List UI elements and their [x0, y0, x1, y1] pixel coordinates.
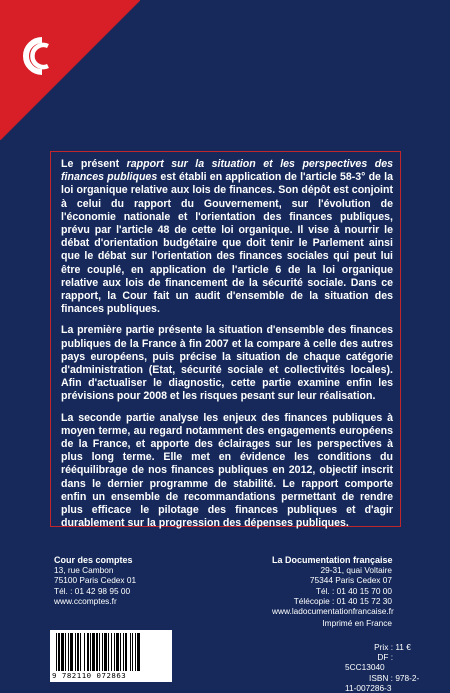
price-row: Prix : 11 €: [374, 642, 411, 652]
publisher-name: La Documentation française: [272, 555, 393, 565]
printed-in: Imprimé en France: [322, 618, 392, 629]
address-line: 13, rue Cambon: [54, 565, 114, 576]
barcode-bar: [114, 633, 115, 671]
barcode-bar: [80, 633, 81, 671]
address-line: 75100 Paris Cedex 01: [54, 575, 137, 586]
barcode-bar: [111, 633, 112, 671]
barcode-bar: [77, 633, 79, 671]
paragraph-second-part: La seconde partie analyse les enjeux des finances publiques à moyen terme, au regard notamment des engagements européens de la France, et apporte des éclairages sur les perspectives à plus long terme. Elle met en évidence les conditions du rééquilibrage de nos finances publiques en 2012, objectif inscrit dans le dernier programme de stabilité. Le rapport comporte enfin un ensemble de recommandations permettant de rendre plus efficace le pilotage des finances publiques et d'agir durablement sur la progression des dépenses publiques.: [61, 411, 393, 530]
barcode-bar: [90, 633, 91, 671]
barcode-bar: [116, 633, 119, 671]
barcode-bar: [75, 633, 76, 671]
website-link[interactable]: www.ccomptes.fr: [54, 595, 117, 606]
barcode: [50, 630, 172, 682]
barcode-bar: [56, 633, 57, 671]
cour-des-comptes-address: [54, 555, 136, 606]
barcode-bar: [104, 633, 107, 671]
barcode-bar: [102, 633, 103, 671]
cour-des-comptes-logo: [8, 30, 60, 82]
address-line: 29-31, quai Voltaire: [320, 565, 392, 576]
paragraph-intro: Le présent rapport sur la situation et les perspectives des finances publiques est établi en application de l'article 58-3° de la loi organique relative aux lois de finances. Son dépôt est conjoint à celui du rapport du Gouvernement, sur l'évolution de l'économie nationale et l'orientation des finances publiques, prévu par l'article 48 de cette loi organique. Il vise à nourrir le débat d'orientation budgétaire que doit tenir le Parlement ainsi que le débat sur l'orientation des finances sociales qui peut lui être couplé, en application de l'article 6 de la loi organique relative aux lois de financement de la sécurité sociale. Dans ce rapport, la Cour fait un audit d'ensemble de la situation des finances publiques.: [61, 158, 393, 316]
description-frame: [50, 151, 401, 530]
barcode-bar: [65, 633, 66, 671]
barcode-bars: [56, 633, 166, 671]
paragraph-first-part: La première partie présente la situation d'ensemble des finances publiques de la France à fin 2007 et la compare à celle des autres pays européens, puis précise la situation de chaque catégorie d'administration (Etat, sécurité sociale et collectivités locales). Afin d'actualiser le diagnostic, cette partie examine enfin les prévisions pour 2008 et les risques pesant sur leur réalisation.: [61, 324, 393, 403]
barcode-number: 9 782110 072863: [52, 671, 127, 680]
barcode-bar: [92, 633, 95, 671]
barcode-bar: [87, 633, 89, 671]
address-line: 75344 Paris Cedex 07: [309, 575, 392, 586]
barcode-bar: [123, 633, 124, 671]
fax-line: Télécopie : 01 40 15 72 30: [293, 595, 392, 606]
barcode-bar: [125, 633, 127, 671]
barcode-bar: [61, 633, 64, 671]
publisher-name: Cour des comptes: [54, 555, 133, 565]
phone-line: Tél. : 01 42 98 95 00: [54, 585, 131, 596]
barcode-bar: [137, 633, 140, 671]
barcode-bar: [96, 633, 98, 671]
df-row: DF : 5CC13040: [345, 652, 393, 673]
barcode-bar: [132, 633, 133, 671]
website-link[interactable]: www.ladocumentationfrancaise.fr: [272, 606, 394, 617]
barcode-bar: [130, 633, 131, 671]
barcode-bar: [68, 633, 69, 671]
phone-line: Tél. : 01 40 15 70 00: [315, 585, 392, 596]
barcode-bar: [108, 633, 109, 671]
barcode-bar: [135, 633, 136, 671]
barcode-bar: [120, 633, 121, 671]
barcode-bar: [99, 633, 100, 671]
isbn-row: ISBN : 978-2-11-007286-3: [345, 672, 420, 693]
barcode-bar: [70, 633, 73, 671]
price-block: [345, 642, 425, 693]
barcode-bar: [58, 633, 60, 671]
documentation-francaise-address: [272, 555, 392, 628]
barcode-bar: [84, 633, 85, 671]
